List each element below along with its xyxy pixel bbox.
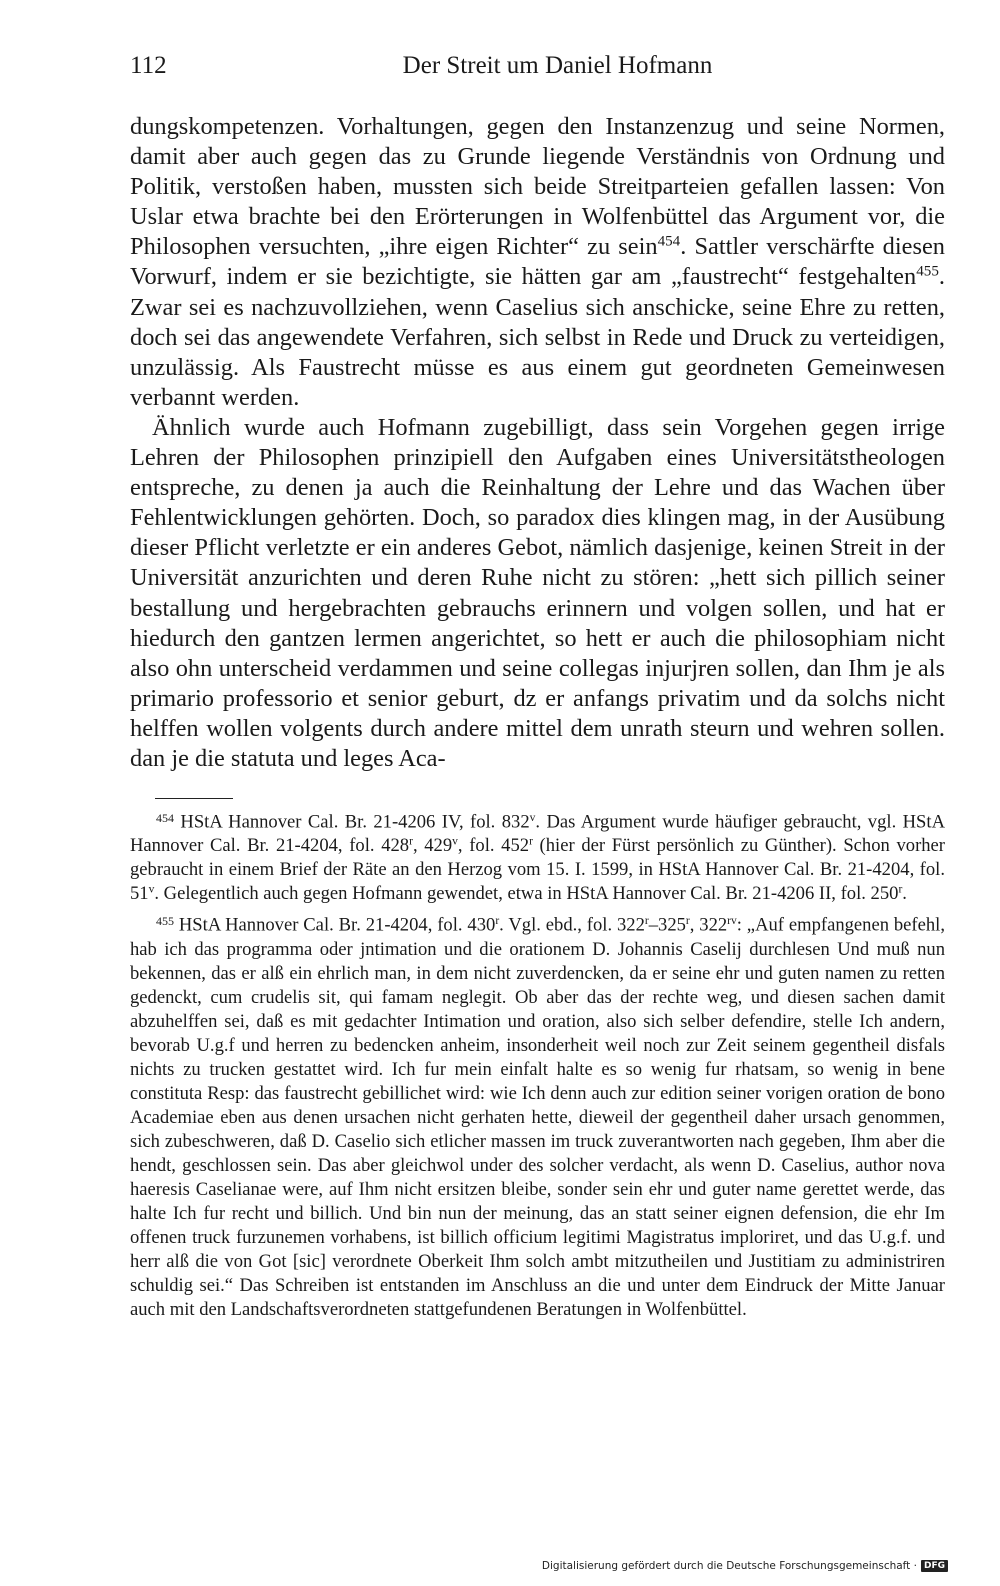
paragraph-1 [130, 112, 945, 413]
footnote-454-text: (hier der Fürst persönlich zu Günther). Schon vorher gebraucht in einem Brief der Räte an den Herzog vom 15. I. 1599, in HStA Hannover Cal. Br. 21-4204, fol. 51 [130, 835, 946, 905]
digitization-credit-text: Digitalisierung gefördert durch die Deutsche Forschungsgemeinschaft · [541, 1560, 917, 1572]
footnote-455 [130, 909, 945, 1321]
paragraph-1-part-3: . Zwar sei es nachzuvollziehen, wenn Caselius sich anschicke, seine Ehre zu retten, doch sei das angewendete Verfahren, sich selbst in Rede und Druck zu verteidigen, unzulässig. Als Faustrecht müsse es aus einem gut geordneten Gemeinwesen verbannt werden. [130, 263, 945, 411]
footnote-ref-455[interactable]: 455 [916, 264, 939, 281]
page-number: 112 [130, 52, 167, 79]
footnote-455-text: . Vgl. ebd., fol. 322 [499, 914, 645, 936]
main-text [130, 112, 945, 774]
dfg-logo: DFG [921, 1560, 948, 1572]
footnote-454-text: . Gelegentlich auch gegen Hofmann gewendet, etwa in HStA Hannover Cal. Br. 21-4206 II, fol. 250 [154, 883, 899, 905]
footnote-ref-454[interactable]: 454 [657, 234, 681, 251]
footnote-454-text: , 429 [412, 835, 453, 857]
footnote-mark-454: 454 [156, 811, 174, 825]
footnotes [130, 806, 945, 1322]
paragraph-1-part-2: . Sattler verschärfte diesen Vorwurf, indem er sie bezichtigte, sie hätten gar am „faustrecht“ festgehalten [130, 233, 945, 291]
footnote-mark-455: 455 [156, 914, 174, 929]
folio-side: r [685, 915, 690, 928]
footnote-454-text: . Das Argument wurde häufiger gebraucht, vgl. HStA Hannover Cal. Br. 21-4204, fol. 428 [130, 811, 945, 857]
footnote-455-text: HStA Hannover Cal. Br. 21-4204, fol. 430 [174, 914, 496, 936]
folio-side: v [452, 836, 458, 849]
folio-side: r [409, 836, 413, 849]
folio-side: r [898, 884, 903, 897]
folio-side: v [529, 812, 536, 825]
footnote-separator [155, 798, 233, 799]
paragraph-2: Ähnlich wurde auch Hofmann zugebilligt, dass sein Vorgehen gegen irrige Lehren der Philosophen prinzipiell den Aufgaben eines Universitätstheologen entspreche, zu denen ja auch die Reinhaltung der Lehre und das Wachen über Fehlentwicklungen gehörten. Doch, so paradox dies klingen mag, in der Ausübung dieser Pflicht verletzte er ein anderes Gebot, nämlich dasjenige, keinen Streit in der Universität anzurichten und deren Ruhe nicht zu stören: „hett sich pillich seiner bestallung und hergebrachten gebrauchs erinnern und volgen sollen, und hat er hiedurch den gantzen lermen angerichtet, so hett er auch die philosophiam nicht also ohn unterscheid verdammen und seine collegas injurjren sollen, dan Ihm je als primario professorio et senior geburt, dz er anfangs privatim und da solchs nicht helffen wollen volgents durch andere mittel dem unrath steurn und wehren sollen. dan je die statuta und leges Aca- [130, 413, 945, 772]
folio-side: r [644, 915, 649, 928]
footnote-454-text: HStA Hannover Cal. Br. 21-4206 IV, fol. 832 [174, 811, 530, 833]
folio-side: r [529, 836, 533, 849]
folio-side: rv [727, 915, 737, 928]
footnote-454 [130, 806, 945, 906]
footnote-455-text: –325 [648, 914, 686, 936]
footnote-454-text: , fol. 452 [457, 835, 530, 857]
footnote-454-text: . [902, 883, 907, 905]
page-header [130, 52, 945, 92]
footnote-455-text: : „Auf empfangenen befehl, hab ich das programma oder jntimation und die orationem D. Johannis Caselij durchlesen Und muß nun bekennen, das er alß ein ehrlich man, in dem nicht zuverdencken, da er seine ehr und guten namen zu retten gedenckt, cum crudelis sit, qui famam neglegit. Ob aber das der rechte weg, und diesen sachen damit abzuhelffen sei, daß es mit gedachter Intimation und oration, also sich selber defendire, stelle Ich andern, bevorab U.g.f und herren zu bedencken anheim, insonderheit weil noch zur Zeit seinem gegentheil disfals nichts zu trucken gestattet wird. Ich fur mein einfalt halte es so wenig fur rhatsam, so wenig in bene constituta Resp: das faustrecht gebillichet wird: wie Ich denn auch zur edition seiner vorigen oration de bono Academiae eben aus denen ursachen nicht gerhaten hette, dieweil der gegentheil daher ursach genommen, sich zubeschweren, daß D. Caselio sich etlicher massen im truck zuverantworten nach gegeben, Ihm aber die hendt, geschlossen sein. Das aber gleichwol under des solcher verdacht, als wenn D. Caselius, author nova haeresis Caselianae were, auf Ihm nicht ersitzen bleibe, sonder sein ehr und guter name gerettet werde, das halte Ich fur recht und billich. Und bin nun der meinung, das an statt seiner eignen defension, die ehr Im offenen truck furzunemen vorhabens, ist billich officium legitimi Magistratus imploriret, und das U.g.f. und herr alß die von Got [sic] verordnete Oberkeit Ihm solch ambt mitzutheilen und Justitiam zu administriren schuldig sei.“ Das Schreiben ist entstanden im Anschluss an die und unter dem Eindruck der Mitte Januar auch mit den Landschaftsverordneten stattgefundenen Beratungen in Wolfenbüttel. [130, 914, 945, 1320]
folio-side: v [148, 884, 155, 897]
footnote-455-text: , 322 [689, 914, 728, 936]
running-title: Der Streit um Daniel Hofmann [402, 52, 713, 79]
folio-side: r [495, 915, 500, 928]
digitization-credit [542, 1556, 948, 1576]
paragraph-1-part-1: dungskompetenzen. Vorhaltungen, gegen den Instanzenzug und seine Normen, damit aber auch gegen das zu Grunde liegende Verständnis von Ordnung und Politik, verstoßen haben, mussten sich beide Streitparteien gefallen lassen: Von Uslar etwa brachte bei den Erörterungen in Wolfenbüttel das Argument vor, die Philosophen versuchten, „ihre eigen Richter“ zu sein [130, 113, 945, 261]
